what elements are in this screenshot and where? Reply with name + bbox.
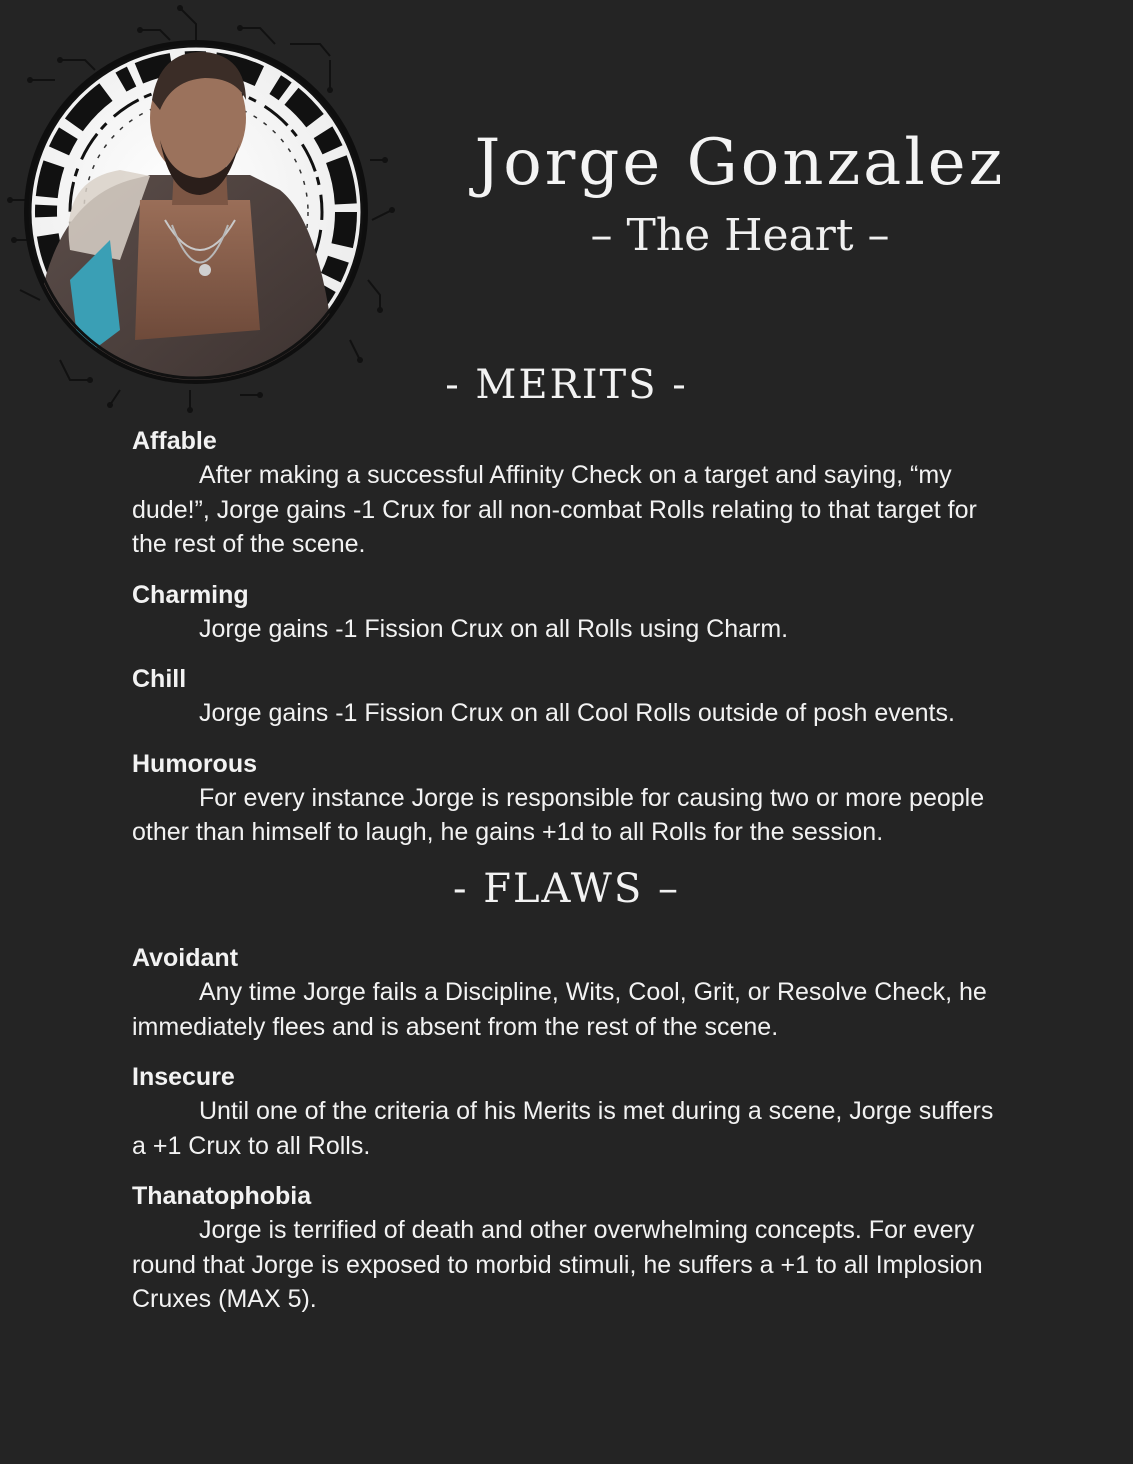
merit-description: Jorge gains -1 Fission Crux on all Cool Rolls outside of posh events. (199, 699, 955, 727)
flaw-entry (132, 941, 1012, 1044)
merit-description: Jorge gains -1 Fission Crux on all Rolls using Charm. (199, 614, 789, 643)
flaws-heading: - FLAWS – (452, 866, 681, 912)
merit-entry (132, 578, 1012, 647)
flaw-description: Any time Jorge fails a Discipline, Wits, Cool, Grit, or Resolve Check, he immediately flees and is absent from the rest of the scene. (132, 978, 987, 1041)
portrait-circuit-frame (0, 0, 400, 420)
flaw-entry (132, 1179, 1012, 1317)
flaw-name: Thanatophobia (132, 1182, 312, 1210)
character-epithet: – The Heart – (590, 210, 890, 262)
flaw-entry (132, 1060, 1012, 1163)
merit-description: For every instance Jorge is responsible for causing two or more people other than himself to laugh, he gains +1d to all Rolls for the session. (132, 783, 985, 846)
merit-entry (132, 747, 1012, 850)
character-portrait (0, 0, 400, 420)
merits-heading: - MERITS - (445, 362, 688, 408)
flaw-description: Until one of the criteria of his Merits is met during a scene, Jorge suffers a +1 Crux to all Rolls. (132, 1097, 994, 1160)
flaw-name: Avoidant (132, 944, 239, 972)
merits-list (132, 424, 1012, 866)
merit-description: After making a successful Affinity Check on a target and saying, “my dude!”, Jorge gains -1 Crux for all non-combat Rolls relating to that target for the rest of the scene. (132, 461, 977, 558)
character-name: Jorge Gonzalez (474, 126, 1006, 200)
merit-name: Chill (132, 665, 187, 693)
merit-name: Charming (132, 580, 249, 609)
flaws-list (132, 941, 1012, 1333)
merit-entry (132, 424, 1012, 562)
merit-name: Humorous (132, 749, 257, 778)
merit-name: Affable (132, 427, 217, 455)
merit-entry (132, 662, 1012, 731)
character-title-block (420, 128, 1060, 261)
flaw-name: Insecure (132, 1063, 235, 1091)
flaw-description: Jorge is terrified of death and other overwhelming concepts. For every round that Jorge is exposed to morbid stimuli, he suffers a +1 to all Implosion Cruxes (MAX 5). (132, 1216, 983, 1313)
